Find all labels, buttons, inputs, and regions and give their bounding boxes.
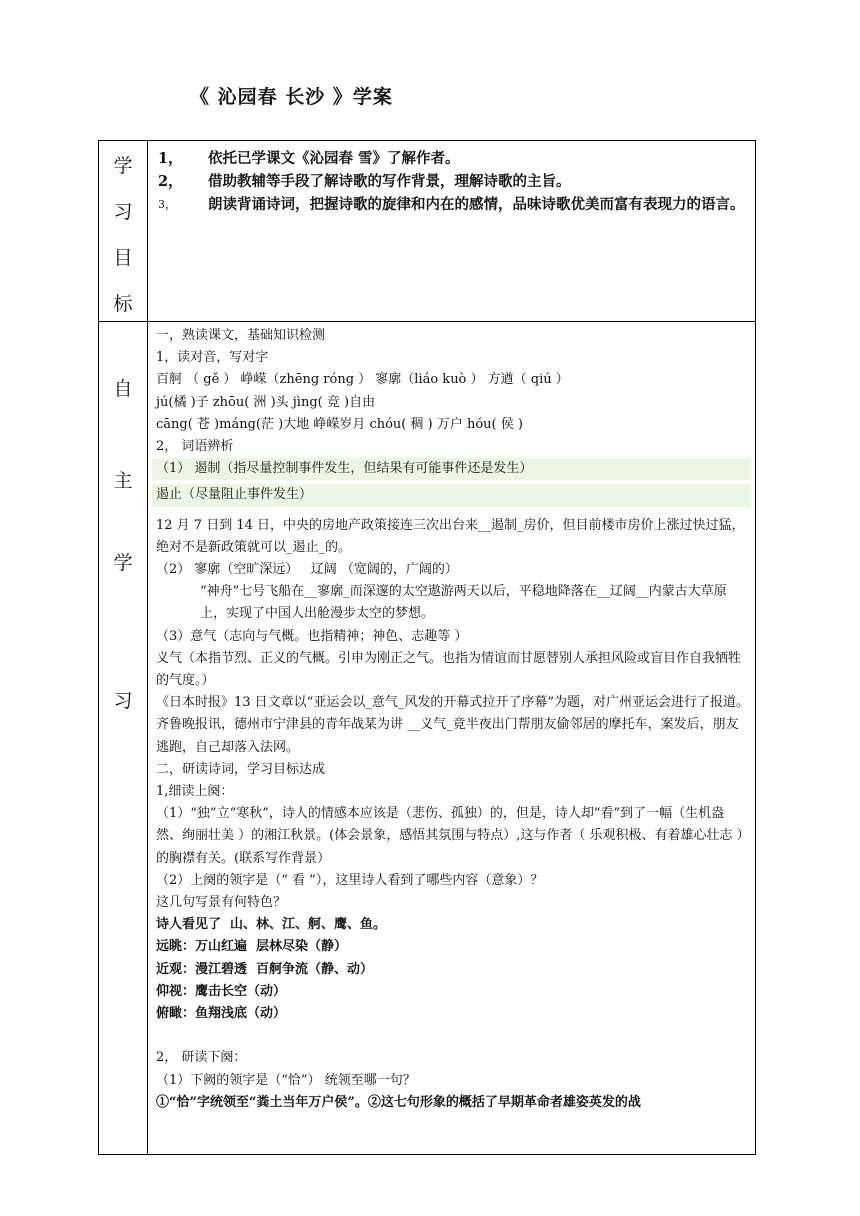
goals-content-cell — [148, 141, 756, 322]
answer-line: 仰视：鹰击长空（动） — [156, 983, 287, 999]
self-study-label — [99, 322, 147, 716]
question: （2）上阕的领字是（“ 看 ”），这里诗人看到了哪些内容（意象）？ — [156, 872, 544, 888]
label-char: 标 — [113, 293, 133, 315]
highlight-definition: 遏止（尽量阻止事件发生） — [152, 484, 751, 506]
goal-number: 1， — [158, 150, 183, 167]
definition-item: （3）意气（志向与气概。也指精神；神色、志趣等 ） — [156, 628, 468, 644]
goals-label — [99, 141, 147, 319]
label-char: 主 — [113, 470, 133, 492]
goal-text: 借助教辅等手段了解诗歌的写作背景，理解诗歌的主旨。 — [208, 173, 571, 190]
goal-item — [158, 193, 745, 216]
example-sentence: 齐鲁晚报讯，德州市宁津县的青年战某为讲 __义气_竟半夜出门帮朋友偷邻居的摩托车，案发后，朋友逃跑，自己却落入法网。 — [156, 717, 739, 755]
definition-item: 义气（本指节烈、正义的气概。引申为刚正之气。也指为情谊而甘愿替别人承担风险或盲目作自我牺牲的气度。） — [156, 650, 742, 689]
question: 这几句写景有何特色？ — [156, 895, 287, 911]
label-char: 目 — [113, 247, 133, 269]
goals-row — [99, 141, 756, 322]
subheading: 2， 词语辨析 — [156, 439, 234, 455]
goal-text: 依托已学课文《沁园春 雪》了解作者。 — [208, 150, 460, 167]
section-heading: 一，熟读课文，基础知识检测 — [156, 328, 326, 343]
subheading: 1，读对音，写对字 — [156, 350, 269, 366]
goals-list — [148, 141, 755, 224]
page-title: 《 沁园春 长沙 》学案 — [190, 86, 393, 108]
goals-label-cell — [99, 141, 148, 322]
goal-number: 2， — [158, 173, 183, 190]
answer-line: ①“恰”字统领至“粪土当年万户侯”。②这七句形象的概括了早期革命者雄姿英发的战 — [156, 1094, 641, 1110]
question: （1）“独”立“寒秋”，诗人的情感本应该是（悲伤、孤独）的，但是，诗人却“看”到了一幅（生机盎然、绚丽壮美 ）的湘江秋景。(体会景象，感悟其氛围与特点）,这与作者（ 乐观积极、有着雄心壮志 ）的胸襟有关。(联系写作背景） — [156, 806, 744, 866]
goal-number: 3， — [158, 198, 176, 211]
subheading: 2， 研读下阕： — [156, 1050, 247, 1066]
example-sentence: “神舟”七号飞船在__寥廓_而深邃的太空遨游两天以后，平稳地降落在__辽阔__内蒙古大草原上，实现了中国人出舱漫步太空的梦想。 — [200, 584, 727, 622]
goal-item — [158, 170, 745, 193]
subheading: 1,细读上阕： — [156, 784, 234, 800]
study-plan-table — [98, 140, 756, 1155]
self-study-label-cell — [99, 322, 148, 1155]
self-study-row — [99, 322, 756, 1155]
highlight-definition: （1） 遏制（指尽量控制事件发生，但结果有可能事件还是发生） — [152, 458, 751, 480]
section-heading: 二，研读诗词，学习目标达成 — [156, 761, 326, 777]
self-study-content-cell — [148, 322, 756, 1155]
pinyin-row: 百舸 （ gě ） 峥嵘（zhēng róng ） 寥廓（liáo kuò ） 方遒（ qiú ） — [156, 372, 569, 388]
label-char: 学 — [113, 552, 133, 574]
pinyin-row: cāng( 苍 )máng(茫 )大地 峥嵘岁月 chóu( 稠 ) 万户 hóu( 侯 ) — [156, 416, 523, 432]
definition-item: （2） 寥廓（空旷深远） 辽阔 （宽阔的，广阔的） — [156, 562, 458, 578]
pinyin-row: jú(橘 )子 zhōu( 洲 )头 jìng( 竞 )自由 — [156, 394, 376, 410]
self-study-body — [148, 322, 755, 1118]
answer-line: 远眺：万山红遍 层林尽染（静） — [156, 939, 348, 955]
question: （1）下阙的领字是（“恰”） 统领至哪一句？ — [156, 1072, 416, 1088]
answer-line: 近观：漫江碧透 百舸争流（静、动） — [156, 961, 374, 977]
example-sentence: 《日本时报》13 日文章以“亚运会以_意气_风发的开幕式拉开了序幕”为题，对广州亚运会进行了报道。 — [156, 695, 749, 711]
goal-item — [158, 147, 745, 170]
answer-line: 俯瞰：鱼翔浅底（动） — [156, 1006, 287, 1022]
label-char: 自 — [113, 378, 133, 400]
goal-text: 朗读背诵诗词，把握诗歌的旋律和内在的感情，品味诗歌优美而富有表现力的语言。 — [208, 196, 745, 213]
label-char: 学 — [113, 155, 133, 177]
label-char: 习 — [113, 690, 133, 712]
answer-line: 诗人看见了 山、林、江、舸、鹰、鱼。 — [156, 917, 387, 933]
label-char: 习 — [113, 201, 133, 223]
example-sentence: 12 月 7 日到 14 日，中央的房地产政策接连三次出台来__遏制_房价，但目前楼市房价上涨过快过猛，绝对不是新政策就可以_遏止_的。 — [156, 517, 745, 555]
